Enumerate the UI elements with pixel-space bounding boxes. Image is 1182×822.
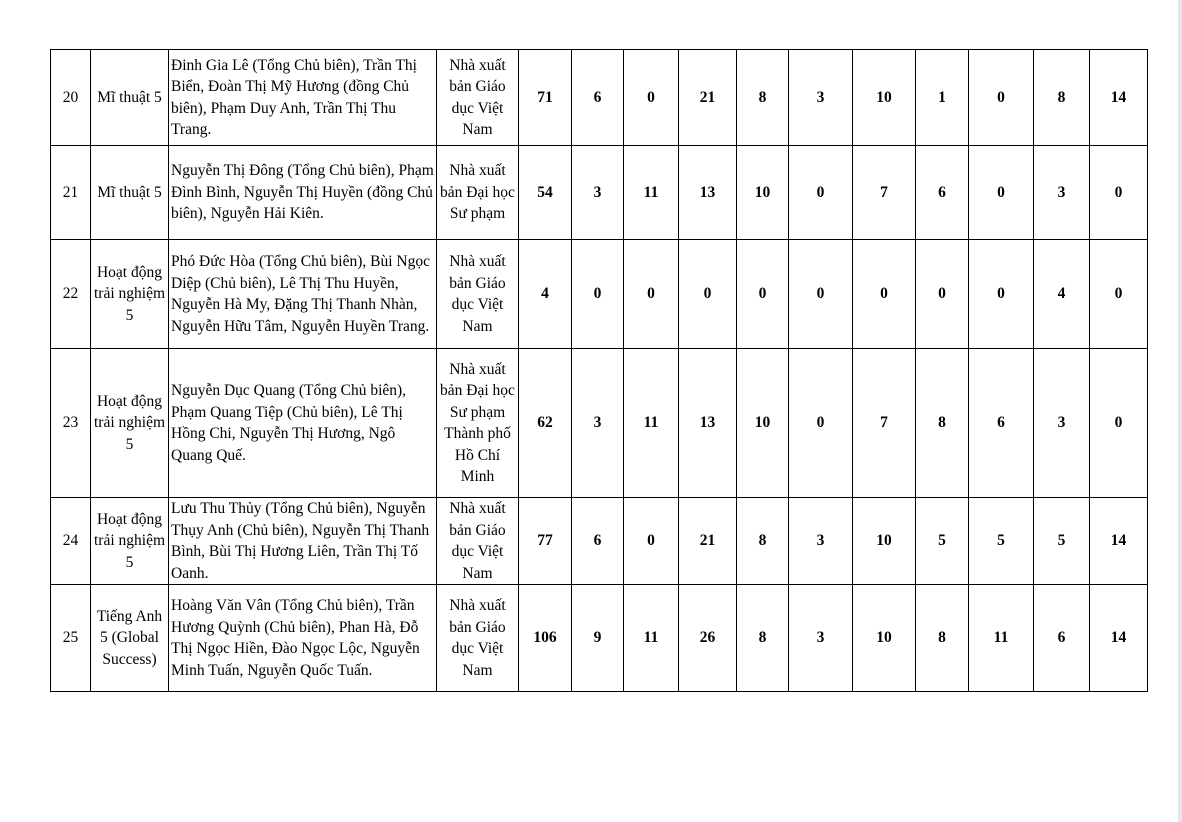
book-name: Hoạt động trải nghiệm 5: [91, 349, 169, 498]
value-cell: 0: [737, 240, 789, 349]
value-cell: 3: [1034, 146, 1090, 240]
row-number: 21: [51, 146, 91, 240]
authors: Đinh Gia Lê (Tổng Chủ biên), Trần Thị Biển, Đoàn Thị Mỹ Hương (đồng Chủ biên), Phạm Duy Anh, Trần Thị Thu Trang.: [169, 50, 437, 146]
book-name: Hoạt động trải nghiệm 5: [91, 498, 169, 585]
value-cell: 0: [853, 240, 916, 349]
authors: Nguyễn Thị Đông (Tổng Chủ biên), Phạm Đình Bình, Nguyễn Thị Huyền (đồng Chủ biên), Nguyễn Hải Kiên.: [169, 146, 437, 240]
value-cell: 9: [572, 585, 624, 692]
authors: Phó Đức Hòa (Tổng Chủ biên), Bùi Ngọc Diệp (Chủ biên), Lê Thị Thu Huyền, Nguyễn Hà My, Đặng Thị Thanh Nhàn, Nguyễn Hữu Tâm, Nguyễn Huyền Trang.: [169, 240, 437, 349]
value-cell: 21: [679, 50, 737, 146]
table-row: [51, 349, 1148, 498]
textbook-table: [50, 49, 1148, 692]
value-cell: 13: [679, 349, 737, 498]
value-cell: 0: [1090, 349, 1148, 498]
value-cell: 0: [624, 50, 679, 146]
value-cell: 0: [624, 240, 679, 349]
book-name: Tiếng Anh 5 (Global Success): [91, 585, 169, 692]
table-row: [51, 50, 1148, 146]
value-cell: 8: [737, 498, 789, 585]
value-cell: 0: [916, 240, 969, 349]
publisher: Nhà xuất bản Giáo dục Việt Nam: [437, 50, 519, 146]
table-row: [51, 585, 1148, 692]
value-cell: 0: [789, 240, 853, 349]
authors: Hoàng Văn Vân (Tổng Chủ biên), Trần Hương Quỳnh (Chủ biên), Phan Hà, Đỗ Thị Ngọc Hiền, Đào Ngọc Lộc, Nguyễn Minh Tuấn, Nguyễn Quốc Tuấn.: [169, 585, 437, 692]
value-cell: 8: [916, 349, 969, 498]
value-cell: 0: [789, 349, 853, 498]
value-cell: 3: [572, 146, 624, 240]
value-cell: 6: [969, 349, 1034, 498]
value-cell: 21: [679, 498, 737, 585]
value-cell: 10: [853, 498, 916, 585]
value-cell: 0: [624, 498, 679, 585]
value-cell: 10: [737, 146, 789, 240]
value-cell: 4: [519, 240, 572, 349]
authors: Nguyễn Dục Quang (Tổng Chủ biên), Phạm Quang Tiệp (Chủ biên), Lê Thị Hồng Chi, Nguyễn Thị Hương, Ngô Quang Quế.: [169, 349, 437, 498]
value-cell: 54: [519, 146, 572, 240]
row-number: 24: [51, 498, 91, 585]
value-cell: 0: [789, 146, 853, 240]
value-cell: 0: [679, 240, 737, 349]
value-cell: 3: [1034, 349, 1090, 498]
value-cell: 0: [969, 240, 1034, 349]
value-cell: 14: [1090, 50, 1148, 146]
value-cell: 14: [1090, 498, 1148, 585]
table-row: [51, 146, 1148, 240]
value-cell: 4: [1034, 240, 1090, 349]
value-cell: 0: [969, 50, 1034, 146]
value-cell: 13: [679, 146, 737, 240]
value-cell: 5: [1034, 498, 1090, 585]
value-cell: 8: [1034, 50, 1090, 146]
value-cell: 6: [572, 50, 624, 146]
table-row: [51, 498, 1148, 585]
value-cell: 7: [853, 349, 916, 498]
value-cell: 8: [737, 585, 789, 692]
value-cell: 11: [624, 585, 679, 692]
publisher: Nhà xuất bản Giáo dục Việt Nam: [437, 585, 519, 692]
value-cell: 8: [737, 50, 789, 146]
value-cell: 10: [853, 50, 916, 146]
value-cell: 0: [572, 240, 624, 349]
row-number: 25: [51, 585, 91, 692]
value-cell: 62: [519, 349, 572, 498]
value-cell: 5: [969, 498, 1034, 585]
value-cell: 6: [1034, 585, 1090, 692]
book-name: Mĩ thuật 5: [91, 146, 169, 240]
value-cell: 3: [572, 349, 624, 498]
value-cell: 5: [916, 498, 969, 585]
value-cell: 3: [789, 50, 853, 146]
value-cell: 77: [519, 498, 572, 585]
row-number: 20: [51, 50, 91, 146]
value-cell: 7: [853, 146, 916, 240]
value-cell: 0: [1090, 146, 1148, 240]
publisher: Nhà xuất bản Đại học Sư phạm Thành phố Hồ Chí Minh: [437, 349, 519, 498]
row-number: 22: [51, 240, 91, 349]
value-cell: 11: [969, 585, 1034, 692]
value-cell: 3: [789, 498, 853, 585]
row-number: 23: [51, 349, 91, 498]
value-cell: 14: [1090, 585, 1148, 692]
value-cell: 0: [969, 146, 1034, 240]
value-cell: 10: [853, 585, 916, 692]
value-cell: 71: [519, 50, 572, 146]
value-cell: 10: [737, 349, 789, 498]
value-cell: 11: [624, 146, 679, 240]
value-cell: 6: [572, 498, 624, 585]
authors: Lưu Thu Thủy (Tổng Chủ biên), Nguyễn Thụy Anh (Chủ biên), Nguyễn Thị Thanh Bình, Bùi Thị Hương Liên, Trần Thị Tố Oanh.: [169, 498, 437, 585]
value-cell: 8: [916, 585, 969, 692]
value-cell: 3: [789, 585, 853, 692]
table-body: [51, 50, 1148, 692]
value-cell: 6: [916, 146, 969, 240]
publisher: Nhà xuất bản Giáo dục Việt Nam: [437, 498, 519, 585]
table-row: [51, 240, 1148, 349]
value-cell: 1: [916, 50, 969, 146]
value-cell: 0: [1090, 240, 1148, 349]
page-edge: [1178, 0, 1182, 822]
book-name: Mĩ thuật 5: [91, 50, 169, 146]
publisher: Nhà xuất bản Giáo dục Việt Nam: [437, 240, 519, 349]
value-cell: 11: [624, 349, 679, 498]
value-cell: 106: [519, 585, 572, 692]
value-cell: 26: [679, 585, 737, 692]
book-name: Hoạt động trải nghiệm 5: [91, 240, 169, 349]
publisher: Nhà xuất bản Đại học Sư phạm: [437, 146, 519, 240]
